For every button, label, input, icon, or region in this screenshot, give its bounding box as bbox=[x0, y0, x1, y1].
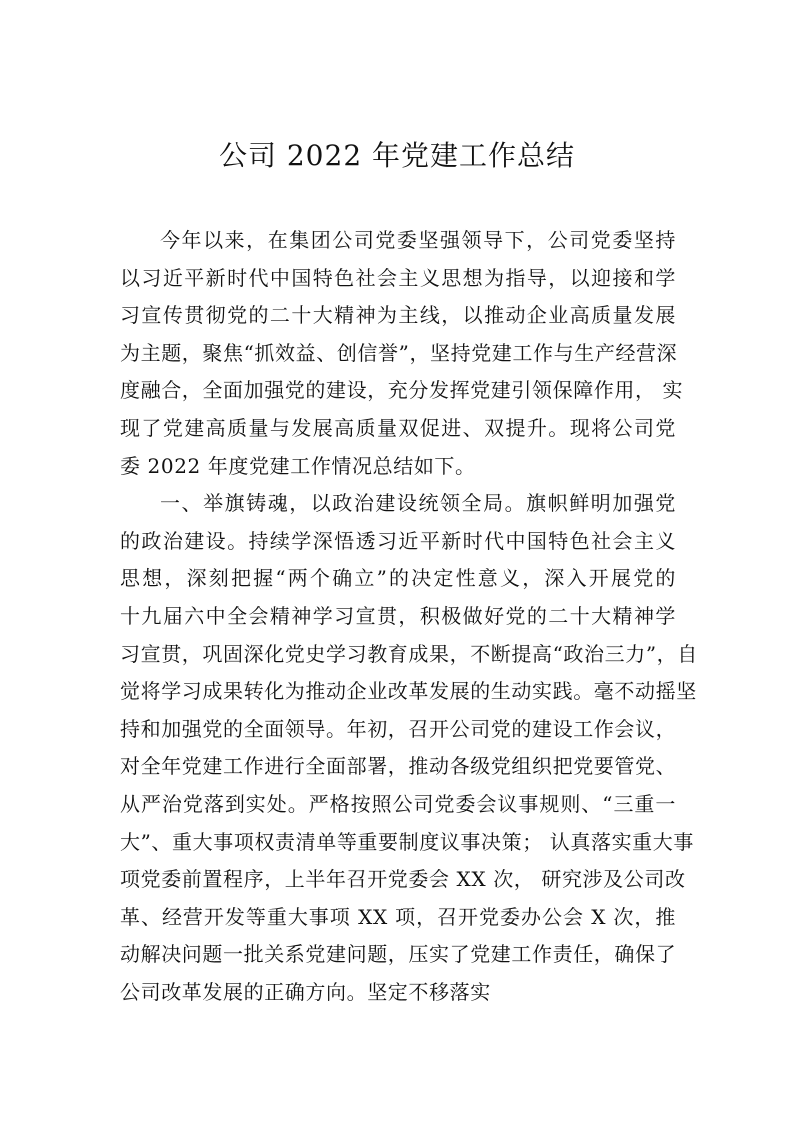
paragraph-section-one bbox=[120, 485, 698, 1011]
text-line: 现了党建高质量与发展高质量双促进、双提升。现将公司党 bbox=[120, 415, 676, 440]
text-line: 持和加强党的全面领导。年初，召开公司党的建设工作会议， bbox=[120, 716, 677, 741]
text-line: 一、举旗铸魂，以政治建设统领全局。旗帜鲜明加强党 bbox=[160, 491, 676, 516]
text-line: 十九届六中全会精神学习宣贯，积极做好党的二十大精神学 bbox=[120, 603, 676, 628]
text-line: 项党委前置程序，上半年召开党委会 XX 次， 研究涉及公司改 bbox=[120, 867, 686, 892]
paragraph-intro bbox=[120, 222, 684, 485]
text-line: 委 2022 年度党建工作情况总结如下。 bbox=[120, 453, 476, 478]
text-line: 习宣贯，巩固深化党史学习教育成果，不断提高“政治三力”，自 bbox=[120, 641, 698, 666]
text-line: 的政治建设。持续学深悟透习近平新时代中国特色社会主义 bbox=[120, 528, 676, 553]
text-line: 对全年党建工作进行全面部署，推动各级党组织把党要管党、 bbox=[120, 754, 677, 779]
text-line: 觉将学习成果转化为推动企业改革发展的生动实践。毫不动摇坚 bbox=[120, 679, 697, 704]
text-line: 公司改革发展的正确方向。坚定不移落实 bbox=[120, 979, 491, 1004]
text-line: 今年以来，在集团公司党委坚强领导下，公司党委坚持 bbox=[160, 228, 676, 252]
text-line: 为主题，聚焦“抓效益、创信誉”，坚持党建工作与生产经营深 bbox=[120, 340, 678, 365]
text-line: 度融合，全面加强党的建设，充分发挥党建引领保障作用， 实 bbox=[120, 378, 684, 403]
text-line: 大”、重大事项权责清单等重要制度议事决策； 认真落实重大事 bbox=[120, 829, 694, 854]
text-line: 从严治党落到实处。严格按照公司党委会议事规则、“三重一 bbox=[120, 791, 676, 816]
text-line: 以习近平新时代中国特色社会主义思想为指导，以迎接和学 bbox=[120, 265, 676, 290]
text-line: 思想，深刻把握“两个确立”的决定性意义，深入开展党的 bbox=[120, 566, 676, 591]
text-line: 动解决问题一批关系党建问题，压实了党建工作责任，确保了 bbox=[120, 942, 677, 967]
document-title: 公司 2022 年党建工作总结 bbox=[218, 139, 576, 172]
text-line: 革、经营开发等重大事项 XX 项，召开党委办公会 X 次，推 bbox=[120, 904, 676, 929]
text-line: 习宣传贯彻党的二十大精神为主线，以推动企业高质量发展 bbox=[120, 303, 676, 328]
document-body bbox=[120, 222, 698, 1011]
